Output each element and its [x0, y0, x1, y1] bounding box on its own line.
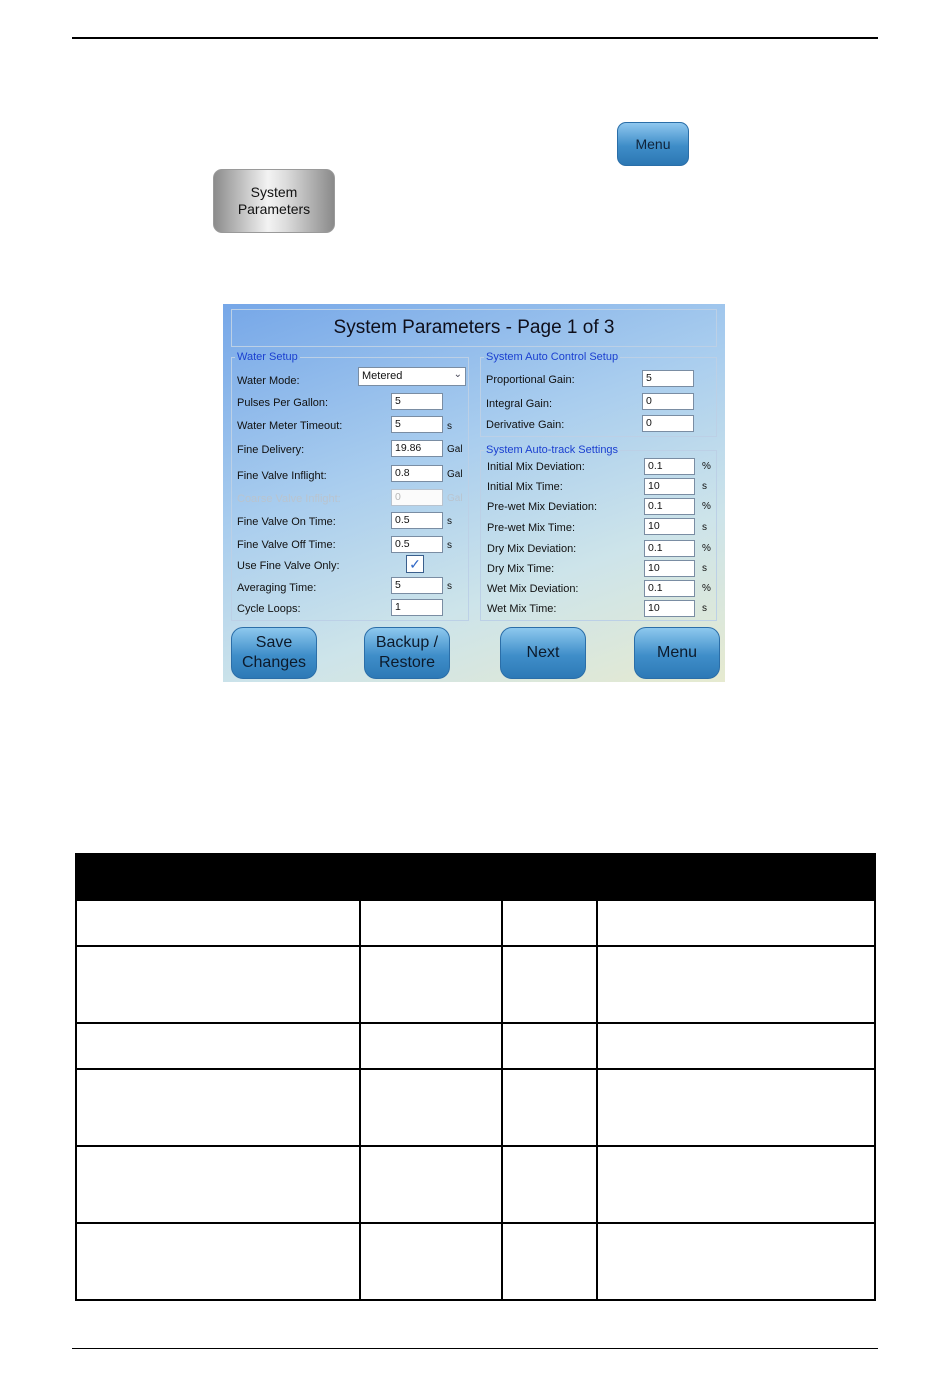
use-fine-valve-only-label: Use Fine Valve Only:	[237, 560, 340, 572]
fine-valve-inflight-label: Fine Valve Inflight:	[237, 470, 327, 482]
backup-restore-label: Backup / Restore	[375, 634, 439, 671]
table-header-cell	[360, 854, 875, 900]
auto-control-legend: System Auto Control Setup	[486, 351, 619, 363]
fine-valve-inflight-unit: Gal	[447, 469, 463, 480]
coarse-valve-inflight-unit: Gal	[447, 493, 463, 504]
dry-mix-deviation-input[interactable]: 0.1	[644, 540, 695, 557]
wet-mix-time-input[interactable]: 10	[644, 600, 695, 617]
fine-valve-inflight-input[interactable]: 0.8	[391, 465, 443, 482]
parameter-table	[75, 853, 876, 1301]
fine-valve-off-time-unit: s	[447, 540, 452, 551]
pre-wet-mix-time-input[interactable]: 10	[644, 518, 695, 535]
fine-delivery-label: Fine Delivery:	[237, 444, 305, 456]
proportional-gain-label: Proportional Gain:	[486, 374, 575, 386]
table-row	[76, 946, 875, 1023]
initial-mix-time-label: Initial Mix Time:	[487, 481, 563, 493]
averaging-time-input[interactable]: 5	[391, 577, 443, 594]
checkmark-icon: ✓	[409, 556, 421, 572]
fine-valve-on-time-unit: s	[447, 516, 452, 527]
system-parameters-button-illustration	[213, 169, 335, 233]
integral-gain-input[interactable]: 0	[642, 393, 694, 410]
coarse-valve-inflight-label: Coarse Valve Inflight:	[237, 493, 341, 505]
table-row	[76, 900, 875, 946]
pulses-per-gallon-input[interactable]: 5	[391, 393, 443, 410]
fine-valve-off-time-label: Fine Valve Off Time:	[237, 539, 336, 551]
water-meter-timeout-input[interactable]: 5	[391, 416, 443, 433]
table-row	[76, 1223, 875, 1300]
backup-restore-button[interactable]	[364, 627, 450, 679]
dry-mix-deviation-label: Dry Mix Deviation:	[487, 543, 577, 555]
proportional-gain-input[interactable]: 5	[642, 370, 694, 387]
pre-wet-mix-deviation-unit: %	[702, 501, 711, 512]
dry-mix-time-input[interactable]: 10	[644, 560, 695, 577]
auto-track-legend: System Auto-track Settings	[486, 444, 619, 456]
initial-mix-deviation-input[interactable]: 0.1	[644, 458, 695, 475]
initial-mix-time-input[interactable]: 10	[644, 478, 695, 495]
pre-wet-mix-time-label: Pre-wet Mix Time:	[487, 522, 576, 534]
system-parameters-screen	[223, 304, 725, 682]
fine-valve-off-time-input[interactable]: 0.5	[391, 536, 443, 553]
wet-mix-time-label: Wet Mix Time:	[487, 603, 557, 615]
initial-mix-deviation-unit: %	[702, 461, 711, 472]
pulses-per-gallon-label: Pulses Per Gallon:	[237, 397, 329, 409]
integral-gain-label: Integral Gain:	[486, 398, 553, 410]
footer-rule	[72, 1348, 878, 1349]
next-button[interactable]: Next	[500, 627, 586, 679]
table-header-row	[76, 854, 875, 900]
dry-mix-time-label: Dry Mix Time:	[487, 563, 555, 575]
wet-mix-deviation-input[interactable]: 0.1	[644, 580, 695, 597]
save-changes-label: Save Changes	[241, 634, 307, 671]
save-changes-button[interactable]	[231, 627, 317, 679]
wet-mix-deviation-unit: %	[702, 583, 711, 594]
water-mode-label: Water Mode:	[237, 375, 300, 387]
cycle-loops-label: Cycle Loops:	[237, 603, 301, 615]
pre-wet-mix-deviation-input[interactable]: 0.1	[644, 498, 695, 515]
fine-valve-on-time-label: Fine Valve On Time:	[237, 516, 336, 528]
derivative-gain-input[interactable]: 0	[642, 415, 694, 432]
wet-mix-time-unit: s	[702, 603, 707, 614]
table-header-cell	[76, 854, 360, 900]
water-meter-timeout-label: Water Meter Timeout:	[237, 420, 343, 432]
water-meter-timeout-unit: s	[447, 421, 452, 432]
dry-mix-time-unit: s	[702, 563, 707, 574]
initial-mix-time-unit: s	[702, 481, 707, 492]
averaging-time-unit: s	[447, 581, 452, 592]
initial-mix-deviation-label: Initial Mix Deviation:	[487, 461, 585, 473]
menu-button[interactable]: Menu	[634, 627, 720, 679]
cycle-loops-input[interactable]: 1	[391, 599, 443, 616]
coarse-valve-inflight-input: 0	[391, 489, 443, 506]
fine-delivery-unit: Gal	[447, 444, 463, 455]
chevron-down-icon: ⌄	[453, 369, 462, 380]
header-rule	[72, 37, 878, 39]
averaging-time-label: Averaging Time:	[237, 582, 317, 594]
fine-valve-on-time-input[interactable]: 0.5	[391, 512, 443, 529]
table-row	[76, 1069, 875, 1146]
water-mode-value: Metered	[362, 370, 403, 382]
wet-mix-deviation-label: Wet Mix Deviation:	[487, 583, 579, 595]
table-row	[76, 1146, 875, 1223]
use-fine-valve-only-checkbox[interactable]	[406, 555, 424, 573]
table-row	[76, 1023, 875, 1069]
water-setup-legend: Water Setup	[237, 351, 298, 363]
derivative-gain-label: Derivative Gain:	[486, 419, 565, 431]
pre-wet-mix-time-unit: s	[702, 522, 707, 533]
system-parameters-label: System Parameters	[237, 184, 311, 217]
menu-button-illustration: Menu	[617, 122, 689, 166]
fine-delivery-input[interactable]: 19.86	[391, 440, 443, 457]
dry-mix-deviation-unit: %	[702, 543, 711, 554]
screen-title: System Parameters - Page 1 of 3	[231, 309, 717, 347]
pre-wet-mix-deviation-label: Pre-wet Mix Deviation:	[487, 501, 598, 513]
water-mode-select[interactable]	[358, 367, 466, 386]
